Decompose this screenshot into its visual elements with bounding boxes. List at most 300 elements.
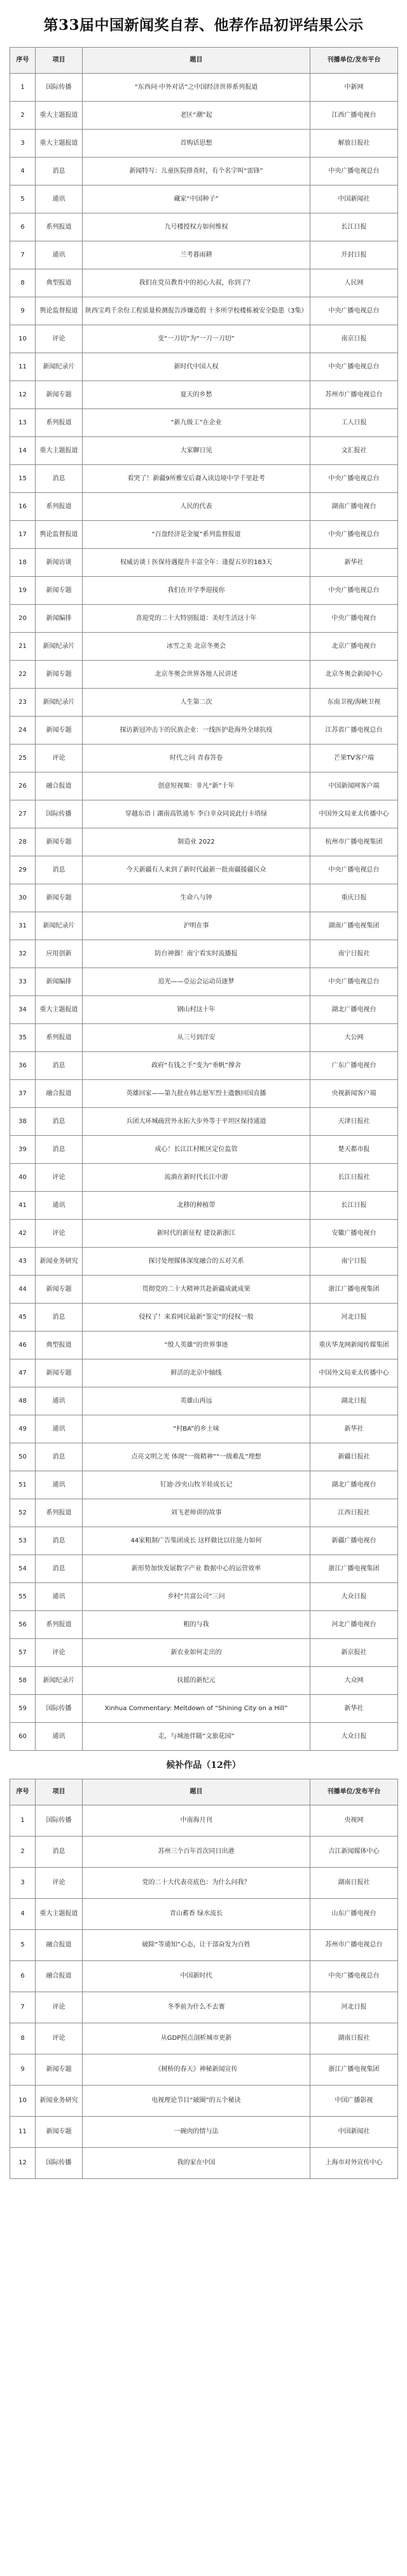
header-title: 题目 — [83, 48, 310, 74]
cell-index: 2 — [10, 1837, 36, 1868]
cell-category: 融合报道 — [36, 1961, 83, 1992]
cell-index: 8 — [10, 2023, 36, 2054]
cell-title: 沪明在事 — [83, 912, 310, 940]
cell-publisher: 湖北日报 — [310, 1387, 398, 1415]
cell-index: 48 — [10, 1387, 36, 1415]
cell-index: 47 — [10, 1359, 36, 1387]
cell-category: 系列报道 — [36, 409, 83, 437]
table-row — [10, 2148, 398, 2179]
cell-category: 新闻专题 — [36, 661, 83, 689]
cell-title: 变“一刀切”为“一刀一刀切” — [83, 325, 310, 353]
cell-index: 1 — [10, 1805, 36, 1837]
cell-publisher: 中国外文局亚太传播中心 — [310, 1359, 398, 1387]
cell-category: 评论 — [36, 1992, 83, 2023]
cell-category: 新闻纪录片 — [36, 912, 83, 940]
cell-title: 人生第二次 — [83, 689, 310, 717]
cell-index: 52 — [10, 1499, 36, 1527]
cell-title: 追光——亞运会运动员逐梦 — [83, 968, 310, 996]
cell-title: 今天新疆有人来到了新时代最新一批南疆援疆民众 — [83, 856, 310, 884]
cell-publisher: 中央广播电视台 — [310, 605, 398, 633]
cell-category: 系列报道 — [36, 493, 83, 521]
cell-title: 我们在党员教育中的初心大叔，你到了？ — [83, 269, 310, 297]
cell-publisher: 长江日报社 — [310, 1164, 398, 1192]
cell-publisher: 安徽广播电视台 — [310, 1220, 398, 1248]
cell-category: 国际传播 — [36, 1805, 83, 1837]
cell-index: 18 — [10, 549, 36, 577]
cell-category: 国际传播 — [36, 800, 83, 828]
cell-index: 3 — [10, 1868, 36, 1899]
cell-category: 融合报道 — [36, 1080, 83, 1108]
cell-category: 评论 — [36, 1220, 83, 1248]
cell-publisher: 开封日报 — [310, 241, 398, 269]
cell-title: “新九级工”在企业 — [83, 409, 310, 437]
cell-index: 6 — [10, 213, 36, 241]
cell-title: 藏家“中国种子” — [83, 185, 310, 213]
cell-category: 重大主题报道 — [36, 102, 83, 130]
cell-title: 大家聊日见 — [83, 437, 310, 465]
cell-index: 55 — [10, 1583, 36, 1611]
cell-title: 冬季前为什么不去赛 — [83, 1992, 310, 2023]
cell-index: 4 — [10, 1899, 36, 1930]
cell-category: 系列报道 — [36, 1499, 83, 1527]
cell-category: 新闻专题 — [36, 577, 83, 605]
table-row — [10, 325, 398, 353]
cell-title: 喜迎党的二十大特别报道：美好生活这十年 — [83, 605, 310, 633]
cell-category: 评论 — [36, 1868, 83, 1899]
cell-publisher: 工人日报 — [310, 409, 398, 437]
cell-category: 应用创新 — [36, 940, 83, 968]
table-row — [10, 2023, 398, 2054]
cell-publisher: 湖南日报社 — [310, 1868, 398, 1899]
cell-title: “百盘经济是金厦”系列监督报道 — [83, 521, 310, 549]
cell-category: 评论 — [36, 1639, 83, 1667]
cell-index: 5 — [10, 1930, 36, 1961]
cell-index: 9 — [10, 2054, 36, 2086]
cell-title: 钢山村这十年 — [83, 996, 310, 1024]
cell-category: 新闻纪录片 — [36, 353, 83, 381]
table-row — [10, 74, 398, 102]
cell-index: 40 — [10, 1164, 36, 1192]
cell-title: 党的二十大代表亮底色：为什么问我？ — [83, 1868, 310, 1899]
cell-index: 60 — [10, 1723, 36, 1751]
cell-title: “村BA”的乡土味 — [83, 1415, 310, 1443]
cell-title: 破除“等通知”心态，让干部奋发为百姓 — [83, 1930, 310, 1961]
cell-publisher: 央视网 — [310, 1805, 398, 1837]
cell-title: 老区“潮”起 — [83, 102, 310, 130]
table-row — [10, 1164, 398, 1192]
table-row — [10, 1220, 398, 1248]
cell-title: 创意短视频：非凡“新”十年 — [83, 772, 310, 800]
table-row — [10, 102, 398, 130]
cell-title: 《树桥的春天》神秘新闻宣传 — [83, 2054, 310, 2086]
cell-title: 探访新冠冲击下的民族企业：一线医护赴海外全球抗疫 — [83, 717, 310, 745]
header-title: 题目 — [83, 1779, 310, 1805]
table-row — [10, 1837, 398, 1868]
cell-title: 钉迪·沙夹山牧羊娃成长记 — [83, 1471, 310, 1499]
cell-index: 20 — [10, 605, 36, 633]
cell-publisher: 中央广播电视总台 — [310, 158, 398, 185]
table-row — [10, 2086, 398, 2117]
cell-publisher: 吉江新闻媒体中心 — [310, 1837, 398, 1868]
cell-title: 流淌在新时代长江中游 — [83, 1164, 310, 1192]
cell-publisher: 中央广播电视总台 — [310, 353, 398, 381]
table-row — [10, 493, 398, 521]
cell-index: 10 — [10, 2086, 36, 2117]
cell-title: 新时代的新征程 建设新浙江 — [83, 1220, 310, 1248]
table-row — [10, 437, 398, 465]
cell-title: 粗的与我 — [83, 1611, 310, 1639]
cell-index: 57 — [10, 1639, 36, 1667]
cell-title: 苏州三个百年首次同日出港 — [83, 1837, 310, 1868]
table-row — [10, 1136, 398, 1164]
cell-publisher: 新疆广播电视台 — [310, 1527, 398, 1555]
cell-title: 新农业如何走出的 — [83, 1639, 310, 1667]
cell-category: 消息 — [36, 1443, 83, 1471]
cell-index: 22 — [10, 661, 36, 689]
table-row — [10, 353, 398, 381]
cell-category: 舆论监督报道 — [36, 521, 83, 549]
cell-publisher: 天津日报社 — [310, 1108, 398, 1136]
table-header-row — [10, 48, 398, 74]
cell-title: 点亮文明之光 体现“一级精神”“一级难乱”理想 — [83, 1443, 310, 1471]
cell-category: 新闻专题 — [36, 884, 83, 912]
cell-publisher: 新华社 — [310, 549, 398, 577]
cell-category: 新闻专题 — [36, 2054, 83, 2086]
page-title: 第33届中国新闻奖自荐、他荐作品初评结果公示 — [43, 16, 364, 34]
cell-index: 23 — [10, 689, 36, 717]
table-row — [10, 1527, 398, 1555]
table-row — [10, 689, 398, 717]
cell-title: 电视理论节目“破圈”的五个秘诀 — [83, 2086, 310, 2117]
cell-index: 54 — [10, 1555, 36, 1583]
header-publisher: 刊播单位/发布平台 — [310, 1779, 398, 1805]
table-row — [10, 521, 398, 549]
cell-index: 24 — [10, 717, 36, 745]
cell-title: 穿越东语丨湖南高铁通车 李白幸众同说此行卡塔绿 — [83, 800, 310, 828]
cell-category: 国际传播 — [36, 1695, 83, 1723]
table-row — [10, 996, 398, 1024]
table-row — [10, 158, 398, 185]
cell-index: 1 — [10, 74, 36, 102]
cell-category: 通讯 — [36, 1415, 83, 1443]
table-row — [10, 1499, 398, 1527]
cell-title: 兰考暮雨耕 — [83, 241, 310, 269]
cell-publisher: 新疆日报社 — [310, 1443, 398, 1471]
cell-publisher: 浙江广播电视集团 — [310, 1276, 398, 1304]
cell-title: 探讨处理媒体深度融合的五对关系 — [83, 1248, 310, 1276]
alternates-table — [10, 1779, 398, 2179]
cell-index: 25 — [10, 745, 36, 772]
cell-index: 11 — [10, 2117, 36, 2148]
cell-index: 31 — [10, 912, 36, 940]
cell-category: 新闻访谈 — [36, 549, 83, 577]
cell-publisher: 芒果TV客户端 — [310, 745, 398, 772]
table-row — [10, 297, 398, 325]
cell-category: 新闻专题 — [36, 381, 83, 409]
cell-title: 人民的代表 — [83, 493, 310, 521]
cell-index: 59 — [10, 1695, 36, 1723]
table-row — [10, 130, 398, 158]
cell-publisher: 新华社 — [310, 1415, 398, 1443]
table-row — [10, 185, 398, 213]
cell-title: 一碗肉的情与法 — [83, 2117, 310, 2148]
cell-title: 我们在开学季迎接你 — [83, 577, 310, 605]
alternates-table-body — [10, 1805, 398, 2179]
table-row — [10, 633, 398, 661]
cell-category: 通讯 — [36, 1723, 83, 1751]
cell-index: 29 — [10, 856, 36, 884]
cell-category: 新闻专题 — [36, 1359, 83, 1387]
cell-publisher: 中央广播电视总台 — [310, 968, 398, 996]
cell-title: 侵权了！来看网民最新“鉴定”的侵权一般 — [83, 1304, 310, 1332]
cell-publisher: 河北日报 — [310, 1992, 398, 2023]
cell-category: 新闻纪录片 — [36, 633, 83, 661]
cell-index: 58 — [10, 1667, 36, 1695]
cell-index: 26 — [10, 772, 36, 800]
cell-index: 51 — [10, 1471, 36, 1499]
cell-publisher: 文汇报社 — [310, 437, 398, 465]
table-row — [10, 213, 398, 241]
cell-index: 15 — [10, 465, 36, 493]
table-row — [10, 241, 398, 269]
cell-index: 32 — [10, 940, 36, 968]
table-row — [10, 2117, 398, 2148]
cell-publisher: 南宁日报 — [310, 1248, 398, 1276]
table-row — [10, 912, 398, 940]
cell-publisher: 南宁日报社 — [310, 940, 398, 968]
cell-category: 消息 — [36, 158, 83, 185]
cell-title: 英雄山再远 — [83, 1387, 310, 1415]
cell-category: 通讯 — [36, 241, 83, 269]
cell-publisher: 中央广播电视总台 — [310, 577, 398, 605]
cell-title: 刘飞老师讲的故事 — [83, 1499, 310, 1527]
cell-category: 融合报道 — [36, 1930, 83, 1961]
cell-index: 3 — [10, 130, 36, 158]
table-row — [10, 1471, 398, 1499]
cell-index: 36 — [10, 1052, 36, 1080]
cell-title: 政府“有钱之手”变为“垂帆”撑舍 — [83, 1052, 310, 1080]
table-row — [10, 745, 398, 772]
cell-index: 28 — [10, 828, 36, 856]
cell-index: 41 — [10, 1192, 36, 1220]
cell-index: 44 — [10, 1276, 36, 1304]
cell-title: “殷人英雄”的世界事迹 — [83, 1332, 310, 1359]
cell-category: 消息 — [36, 1108, 83, 1136]
cell-index: 12 — [10, 381, 36, 409]
cell-index: 50 — [10, 1443, 36, 1471]
cell-index: 6 — [10, 1961, 36, 1992]
table-row — [10, 717, 398, 745]
cell-title: 时代之问 青春答卷 — [83, 745, 310, 772]
cell-publisher: 楚天都市报 — [310, 1136, 398, 1164]
cell-index: 35 — [10, 1024, 36, 1052]
table-row — [10, 1359, 398, 1387]
cell-category: 重大主题报道 — [36, 130, 83, 158]
cell-index: 2 — [10, 102, 36, 130]
table-row — [10, 1930, 398, 1961]
cell-title: 陕西宝鸡千余份工程质量检测报告涉嫌造假 十多所学校楼栋被安全隐患（3集） — [83, 297, 310, 325]
cell-category: 消息 — [36, 1837, 83, 1868]
cell-publisher: 山东广播电视台 — [310, 1899, 398, 1930]
header-category: 项目 — [36, 1779, 83, 1805]
table-row — [10, 1723, 398, 1751]
section-title-alternates: 候补作品（12件） — [166, 1760, 241, 1770]
cell-publisher: 央视新闻客户端 — [310, 1080, 398, 1108]
cell-category: 系列报道 — [36, 1611, 83, 1639]
cell-category: 重大主题报道 — [36, 996, 83, 1024]
cell-category: 消息 — [36, 856, 83, 884]
table-row — [10, 549, 398, 577]
table-row — [10, 2054, 398, 2086]
cell-publisher: 浙江广播电视集团 — [310, 1555, 398, 1583]
cell-index: 17 — [10, 521, 36, 549]
cell-publisher: 人民网 — [310, 269, 398, 297]
cell-publisher: 中国外文局亚太传播中心 — [310, 800, 398, 828]
cell-publisher: 湖南广播电视台 — [310, 493, 398, 521]
cell-title: 贯彻党的二十大精神共赴新疆成就成果 — [83, 1276, 310, 1304]
table-row — [10, 1415, 398, 1443]
cell-publisher: 长江日报 — [310, 1192, 398, 1220]
cell-publisher: 上海市对外宣传中心 — [310, 2148, 398, 2179]
cell-publisher: 中央广播电视总台 — [310, 465, 398, 493]
cell-index: 5 — [10, 185, 36, 213]
table-row — [10, 1611, 398, 1639]
cell-title: 中南海月刊 — [83, 1805, 310, 1837]
cell-publisher: 中央广播电视总台 — [310, 1961, 398, 1992]
cell-publisher: 湖北广播电视台 — [310, 1471, 398, 1499]
cell-publisher: 河北日报 — [310, 1304, 398, 1332]
cell-category: 消息 — [36, 1304, 83, 1332]
cell-title: 制造业 2022 — [83, 828, 310, 856]
cell-index: 45 — [10, 1304, 36, 1332]
cell-index: 8 — [10, 269, 36, 297]
cell-publisher: 湖南日报社 — [310, 2023, 398, 2054]
cell-category: 通讯 — [36, 185, 83, 213]
cell-publisher: 大公网 — [310, 1024, 398, 1052]
cell-title: 走，与城池伴随“文旅花园” — [83, 1723, 310, 1751]
cell-index: 34 — [10, 996, 36, 1024]
cell-title: 青山蓄香 绿水流长 — [83, 1899, 310, 1930]
cell-title: 我的家在中国 — [83, 2148, 310, 2179]
results-table-body — [10, 74, 398, 1751]
cell-title: 看哭了！新疆9所雅安后裔入读边境中学千里赴考 — [83, 465, 310, 493]
cell-publisher: 中国新闻网客户端 — [310, 772, 398, 800]
cell-index: 12 — [10, 2148, 36, 2179]
table-row — [10, 800, 398, 828]
table-row — [10, 661, 398, 689]
cell-category: 通讯 — [36, 1471, 83, 1499]
cell-index: 21 — [10, 633, 36, 661]
cell-index: 27 — [10, 800, 36, 828]
cell-category: 消息 — [36, 1527, 83, 1555]
cell-index: 56 — [10, 1611, 36, 1639]
cell-index: 46 — [10, 1332, 36, 1359]
cell-title: 生命八与钟 — [83, 884, 310, 912]
cell-publisher: 苏州市广播电视总台 — [310, 1930, 398, 1961]
cell-category: 新闻专题 — [36, 1276, 83, 1304]
cell-publisher: 湖北广播电视台 — [310, 996, 398, 1024]
cell-title: 北京冬奥会世界各地人民讲述 — [83, 661, 310, 689]
table-row — [10, 1332, 398, 1359]
cell-publisher: 东南卫视/海峡卫视 — [310, 689, 398, 717]
table-row — [10, 1868, 398, 1899]
table-row — [10, 1667, 398, 1695]
cell-category: 通讯 — [36, 1192, 83, 1220]
table-row — [10, 1387, 398, 1415]
cell-category: 新闻纪录片 — [36, 689, 83, 717]
cell-index: 53 — [10, 1527, 36, 1555]
cell-category: 新闻业务研究 — [36, 1248, 83, 1276]
cell-index: 13 — [10, 409, 36, 437]
cell-category: 新闻编排 — [36, 605, 83, 633]
results-table — [10, 47, 398, 1751]
cell-publisher: 北京广播电视台 — [310, 633, 398, 661]
cell-category: 评论 — [36, 325, 83, 353]
cell-publisher: 广东广播电视台 — [310, 1052, 398, 1080]
cell-category: 新闻专题 — [36, 2117, 83, 2148]
cell-publisher: 北京冬奥会新闻中心 — [310, 661, 398, 689]
cell-category: 通讯 — [36, 1387, 83, 1415]
cell-publisher: 重庆日报 — [310, 884, 398, 912]
table-row — [10, 381, 398, 409]
table-row — [10, 1961, 398, 1992]
cell-category: 新闻纪录片 — [36, 1667, 83, 1695]
cell-category: 消息 — [36, 1136, 83, 1164]
table-row — [10, 1052, 398, 1080]
cell-index: 7 — [10, 1992, 36, 2023]
cell-index: 33 — [10, 968, 36, 996]
cell-publisher: 杭州市广播电视集团 — [310, 828, 398, 856]
cell-category: 评论 — [36, 1164, 83, 1192]
table-row — [10, 1695, 398, 1723]
cell-category: 典型报道 — [36, 269, 83, 297]
cell-title: 北移的种植带 — [83, 1192, 310, 1220]
table-row — [10, 1992, 398, 2023]
cell-category: 新闻专题 — [36, 828, 83, 856]
cell-index: 42 — [10, 1220, 36, 1248]
cell-publisher: 浙江广播电视集团 — [310, 2054, 398, 2086]
cell-category: 新闻专题 — [36, 717, 83, 745]
cell-publisher: 中央广播电视总台 — [310, 297, 398, 325]
cell-category: 消息 — [36, 1052, 83, 1080]
cell-publisher: 湖南广播电视集团 — [310, 912, 398, 940]
header-index: 序号 — [10, 1779, 36, 1805]
cell-index: 9 — [10, 297, 36, 325]
cell-category: 国际传播 — [36, 2148, 83, 2179]
cell-publisher: 苏州市广播电视总台 — [310, 381, 398, 409]
cell-title: 权威访谈丨医保待遇提升丰富全年：逢提五岁的183天 — [83, 549, 310, 577]
cell-category: 新闻业务研究 — [36, 2086, 83, 2117]
cell-title: 英雄回家——第九批在韩志愿军烈士遗骸回国直播 — [83, 1080, 310, 1108]
cell-title: 从三号到洋安 — [83, 1024, 310, 1052]
cell-title: 兵团大环城疏营外永拓大步外等于平坦区保持通道 — [83, 1108, 310, 1136]
table-row — [10, 577, 398, 605]
table-row — [10, 1080, 398, 1108]
table-row — [10, 828, 398, 856]
cell-index: 30 — [10, 884, 36, 912]
cell-title: 防台神器！南宁看实时流播报 — [83, 940, 310, 968]
cell-publisher: 中央广播电视总台 — [310, 856, 398, 884]
cell-category: 典型报道 — [36, 1332, 83, 1359]
cell-index: 7 — [10, 241, 36, 269]
table-row — [10, 940, 398, 968]
cell-title: 新形势加快发展数字产业 数据中心的运营效率 — [83, 1555, 310, 1583]
table-row — [10, 1192, 398, 1220]
table-row — [10, 1805, 398, 1837]
cell-category: 舆论监督报道 — [36, 297, 83, 325]
table-row — [10, 1276, 398, 1304]
cell-index: 39 — [10, 1136, 36, 1164]
